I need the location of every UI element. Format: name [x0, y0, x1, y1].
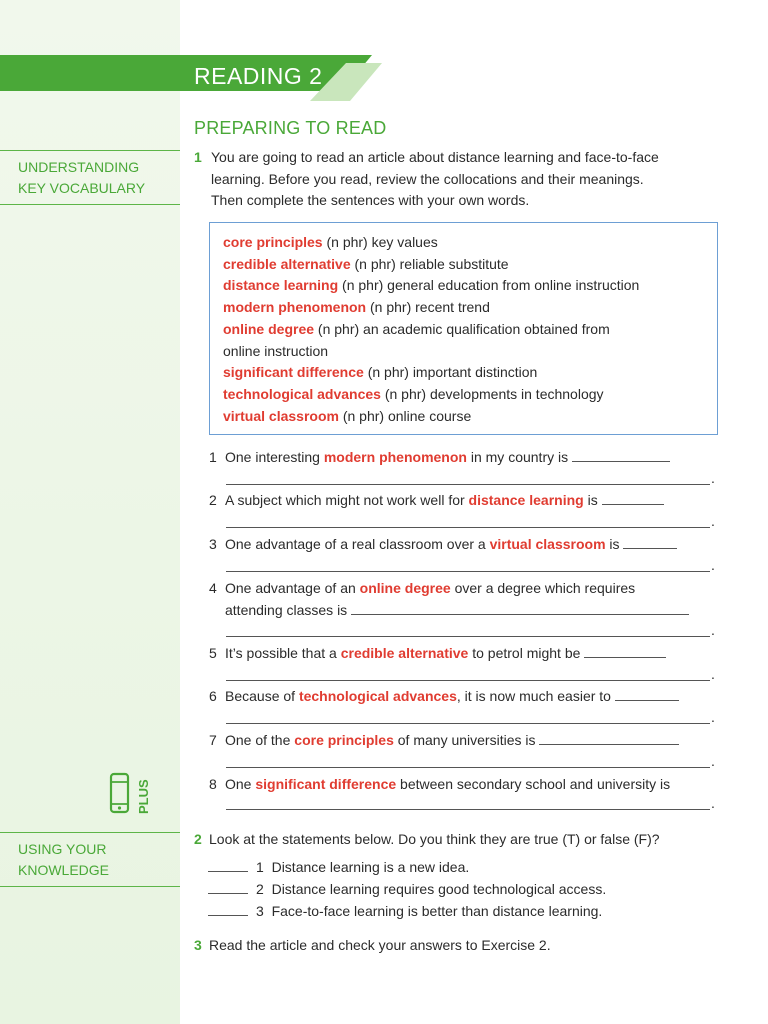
exercise-item: 7 One of the core principles of many universities is: [209, 730, 714, 752]
exercise-item: 8 One significant difference between secondary school and university is: [209, 776, 671, 792]
answer-line[interactable]: [226, 527, 710, 528]
exercise-item: 3 One advantage of a real classroom over a virtual classroom is: [209, 534, 714, 556]
exercise-item: 1 One interesting modern phenomenon in my country is: [209, 447, 714, 469]
vocab-entry: distance learning (n phr) general education from online instruction: [223, 277, 640, 294]
vocab-entry: credible alternative (n phr) reliable substitute: [223, 255, 509, 272]
tf-answer-blank[interactable]: [208, 881, 248, 894]
answer-line[interactable]: [226, 680, 710, 681]
statement-row: 1 Distance learning is a new idea.: [208, 857, 469, 878]
plus-label: PLUS: [136, 779, 151, 814]
vocab-entry: virtual classroom (n phr) online course: [223, 407, 472, 424]
answer-blank[interactable]: [623, 534, 677, 549]
sidebar-label-vocabulary: UNDERSTANDING KEY VOCABULARY: [0, 150, 180, 205]
vocab-entry: technological advances (n phr) developments in technology: [223, 385, 604, 402]
answer-line[interactable]: [226, 484, 710, 485]
answer-line[interactable]: [226, 809, 710, 810]
answer-line[interactable]: [226, 636, 710, 637]
tf-answer-blank[interactable]: [208, 903, 248, 916]
section-title: PREPARING TO READ: [194, 118, 387, 138]
exercise-3-number: 3: [194, 937, 202, 953]
answer-blank[interactable]: [602, 490, 664, 505]
vocab-entry: online instruction: [223, 342, 329, 359]
vocab-entry: modern phenomenon (n phr) recent trend: [223, 299, 490, 316]
sidebar-label-knowledge: USING YOUR KNOWLEDGE: [0, 832, 180, 887]
exercise-item: 4 One advantage of an online degree over a degree which requires attending classes is: [209, 578, 714, 621]
exercise-item: 2 A subject which might not work well for distance learning is: [209, 490, 714, 512]
plus-phone-icon: [108, 770, 152, 821]
reading-banner: [0, 55, 382, 101]
exercise-2-number: 2: [194, 831, 202, 847]
vocab-entry: online degree (n phr) an academic qualification obtained from: [223, 320, 610, 337]
statement-row: 3 Face-to-face learning is better than distance learning.: [208, 901, 602, 922]
exercise-2-instructions: Look at the statements below. Do you think they are true (T) or false (F)?: [209, 831, 660, 847]
answer-blank[interactable]: [615, 686, 679, 701]
exercise-item: 5 It’s possible that a credible alternative to petrol might be: [209, 643, 714, 665]
answer-blank[interactable]: [572, 447, 670, 462]
vocab-entry: significant difference (n phr) important distinction: [223, 364, 538, 381]
vocab-entry: core principles (n phr) key values: [223, 234, 438, 250]
exercise-3-instructions: Read the article and check your answers to Exercise 2.: [209, 937, 551, 953]
answer-blank[interactable]: [351, 600, 689, 615]
answer-blank[interactable]: [584, 643, 666, 658]
answer-line[interactable]: [226, 571, 710, 572]
tf-answer-blank[interactable]: [208, 859, 248, 872]
answer-line[interactable]: [226, 767, 710, 768]
page-title: READING 2: [194, 63, 323, 89]
vocabulary-box: [209, 222, 718, 435]
answer-blank[interactable]: [539, 730, 679, 745]
statement-row: 2 Distance learning requires good technological access.: [208, 879, 606, 900]
exercise-1-number: 1: [194, 149, 202, 165]
answer-line[interactable]: [226, 723, 710, 724]
banner-shape: [0, 55, 382, 101]
exercise-item: 6 Because of technological advances, it is now much easier to: [209, 686, 714, 708]
exercise-1-intro: You are going to read an article about distance learning and face-to-face learning. Before you read, review the collocations and their meanings. Then complete the sentences with your own words.: [211, 149, 659, 208]
